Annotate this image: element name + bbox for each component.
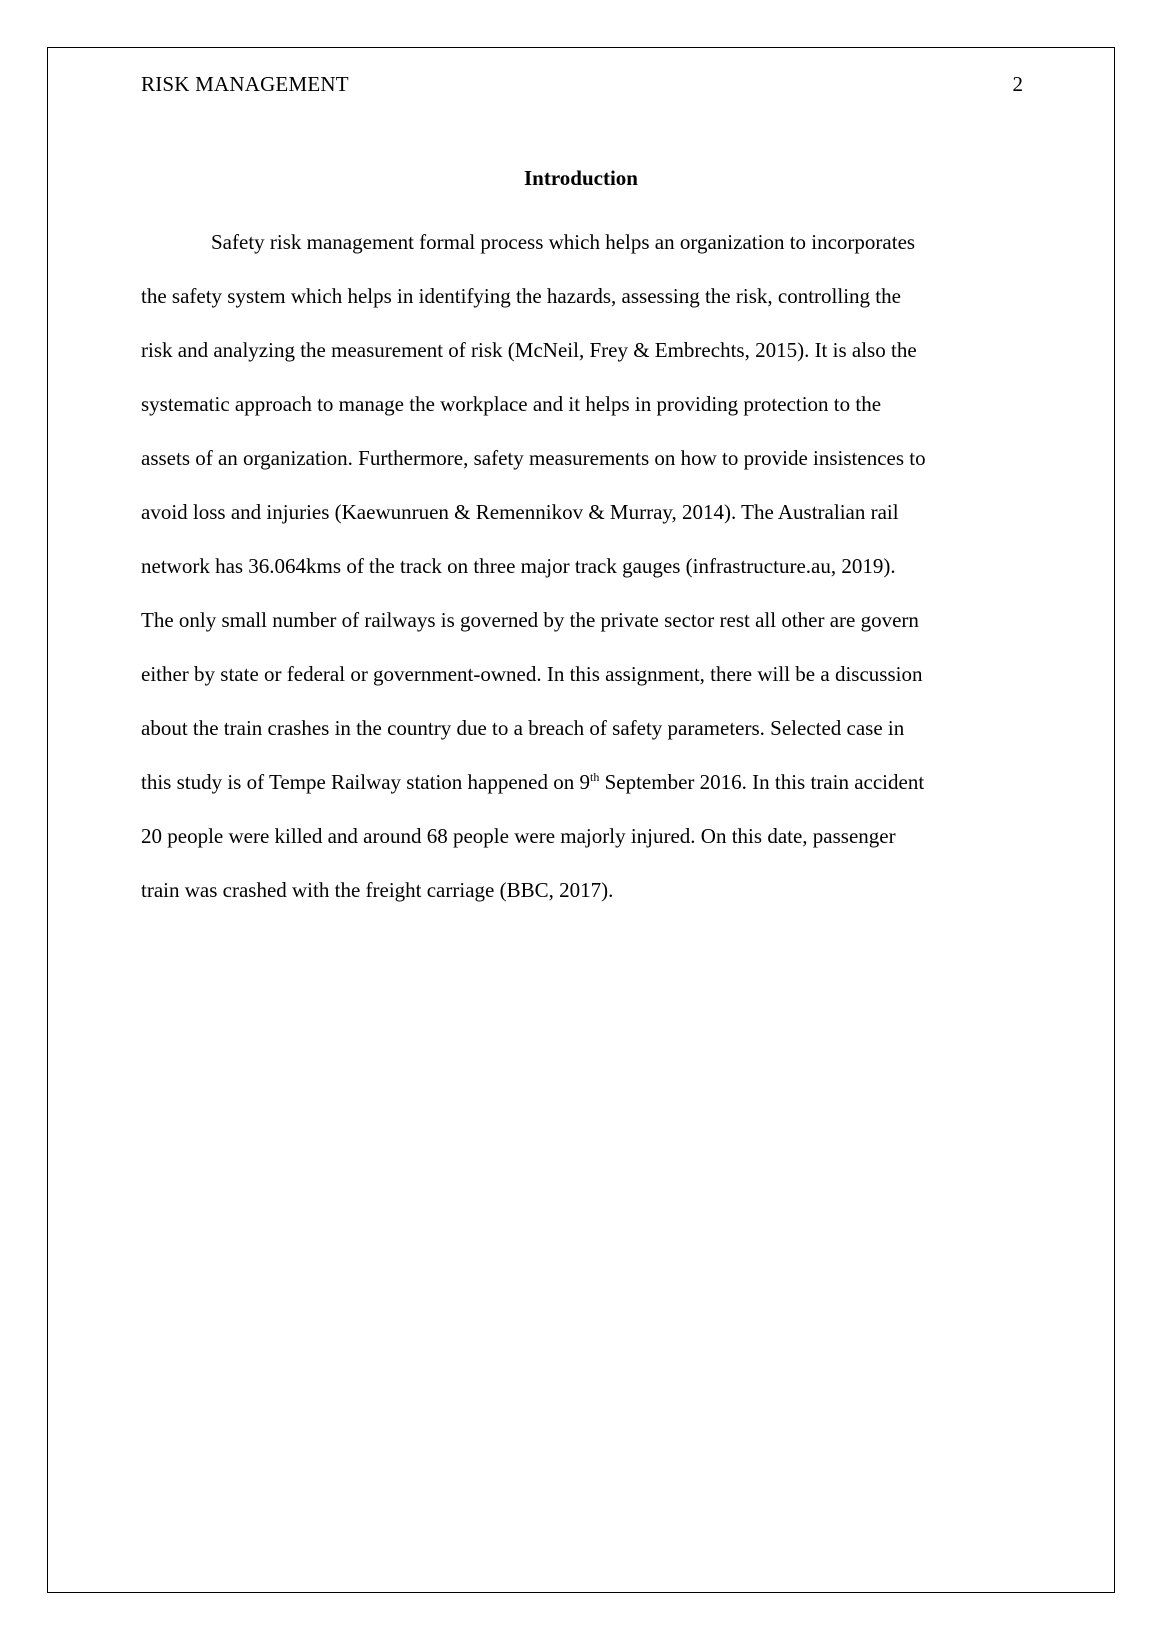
paragraph-line: train was crashed with the freight carriage (BBC, 2017). [141, 878, 614, 902]
paragraph-line: Safety risk management formal process which helps an organization to incorporates [211, 230, 916, 254]
paragraph-line: The only small number of railways is governed by the private sector rest all other are govern [141, 608, 919, 632]
paragraph-line: 20 people were killed and around 68 people were majorly injured. On this date, passenger [141, 824, 896, 848]
paragraph-line: either by state or federal or government-owned. In this assignment, there will be a discussion [141, 662, 923, 686]
ordinal-superscript: th [590, 770, 600, 784]
paragraph-line-with-date [141, 755, 1021, 809]
paragraph-line: systematic approach to manage the workplace and it helps in providing protection to the [141, 392, 882, 416]
paragraph-line: about the train crashes in the country due to a breach of safety parameters. Selected case in [141, 716, 905, 740]
page-number: 2 [1012, 72, 1023, 96]
paragraph-line: risk and analyzing the measurement of risk (McNeil, Frey & Embrechts, 2015). It is also the [141, 338, 917, 362]
running-head: RISK MANAGEMENT [141, 72, 349, 96]
paragraph-line: the safety system which helps in identifying the hazards, assessing the risk, controlling the [141, 284, 901, 308]
paragraph-line: assets of an organization. Furthermore, safety measurements on how to provide insistences to [141, 446, 926, 470]
introduction-paragraph [141, 215, 1021, 917]
line-text-after: September 2016. In this train accident [599, 770, 925, 794]
line-text-before: this study is of Tempe Railway station happened on 9 [141, 770, 590, 794]
paragraph-line: network has 36.064kms of the track on three major track gauges (infrastructure.au, 2019). [141, 554, 896, 578]
section-heading: Introduction [524, 166, 638, 190]
paragraph-line: avoid loss and injuries (Kaewunruen & Remennikov & Murray, 2014). The Australian rail [141, 500, 899, 524]
